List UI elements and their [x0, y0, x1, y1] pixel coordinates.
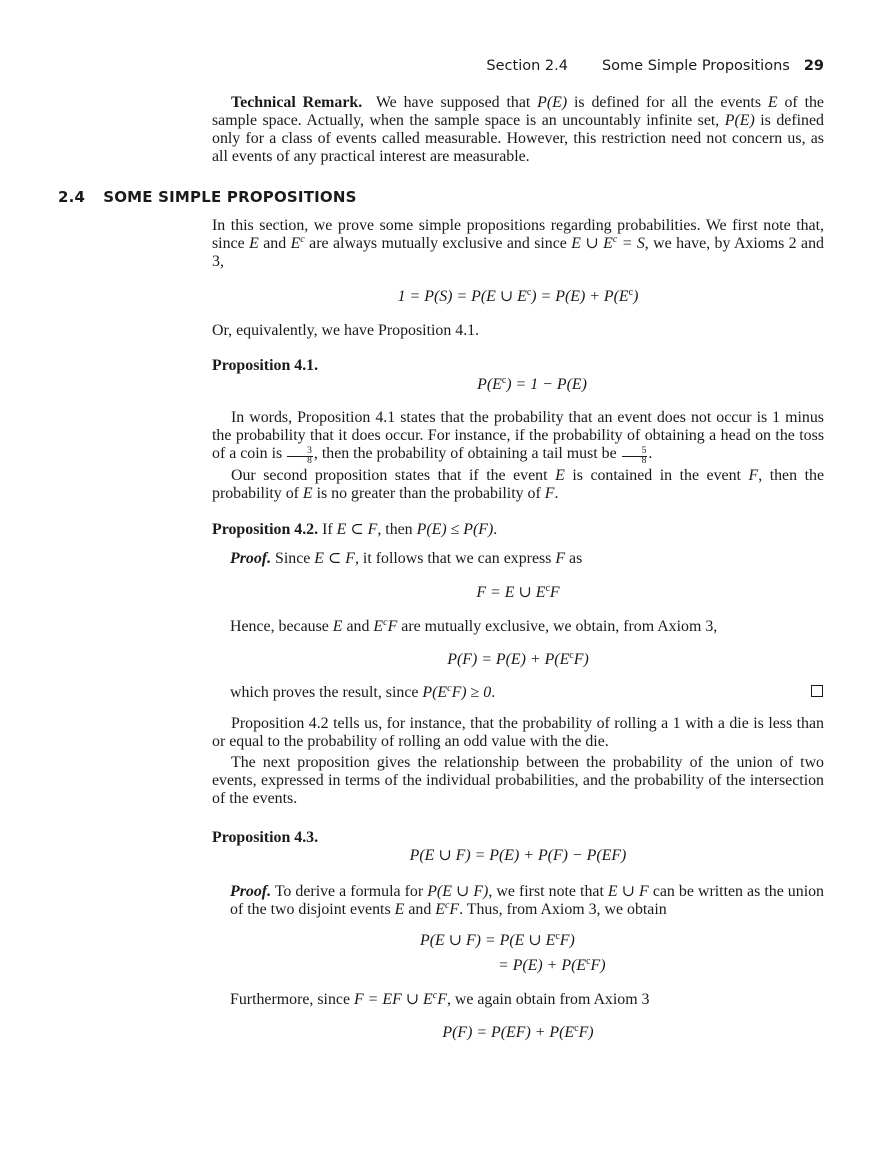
- fraction-1-numerator: 3: [287, 447, 313, 457]
- page-number: 29: [803, 58, 824, 74]
- section-heading: [58, 188, 357, 206]
- intro-text-4: , we have, by Axioms 2 and 3,: [212, 235, 824, 270]
- further-math-b: F: [437, 991, 447, 1008]
- prop41-label-text: Proposition 4.1.: [212, 357, 319, 374]
- die-paragraph: Proposition 4.2 tells us, for instance, that the probability of rolling a 1 with a die is less than or equal to the probability of rolling an odd value with the die.: [212, 715, 824, 750]
- intro-math-ec-base: E: [290, 235, 301, 252]
- prop42-text-3: .: [493, 521, 498, 538]
- proof43-ecf-f: F: [449, 901, 460, 918]
- eq3-part-a: P(F) = P(E) + P(E: [447, 651, 570, 668]
- hence-text-3: are mutually exclusive, we obtain, from Axiom 3,: [397, 618, 718, 635]
- tr-math-pe-2: P(E): [724, 112, 755, 129]
- header-title: Some Simple Propositions: [601, 58, 790, 74]
- fraction-1-denominator: 8: [307, 456, 312, 466]
- proof42-math-cond: E ⊂ F: [314, 550, 355, 567]
- second-text-4: is no greater than the probability of: [312, 485, 545, 502]
- section-title: SOME SIMPLE PROPOSITIONS: [103, 188, 357, 206]
- proof43-text-2: , we first note that: [488, 883, 608, 900]
- eq5-part-b: F): [578, 1024, 594, 1041]
- words-text-1: In words, Proposition 4.1 states that the probability that an event does not occur is 1 minus the probability that it does occur. For instance, if the probability of obtaining a head on the toss of a coin is: [212, 409, 824, 462]
- eq2-part-a: F = E ∪ E: [476, 584, 546, 601]
- equivalently-text: Or, equivalently, we have Proposition 4.1.: [212, 322, 480, 339]
- eq4-line1-sup: c: [555, 931, 560, 942]
- prop42-math-result: P(E) ≤ P(F): [416, 521, 494, 538]
- second-proposition-paragraph: [212, 467, 824, 503]
- result-math: [422, 684, 491, 701]
- second-text-1: Our second proposition states that if the event: [231, 467, 556, 484]
- next-proposition-paragraph: The next proposition gives the relationship between the probability of the union of two events, expressed in terms of the individual probabilities, and the probability of the intersection of the events.: [212, 754, 824, 807]
- proof43-math-1: P(E ∪ F): [427, 883, 489, 900]
- proof43-text-1: To derive a formula for: [271, 883, 428, 900]
- equation-1: [212, 288, 824, 306]
- second-math-e-2: E: [302, 485, 313, 502]
- proof43-math-ecf: [435, 901, 459, 918]
- eq1-sup-2: c: [628, 287, 634, 298]
- eq1-sup-1: c: [526, 287, 532, 298]
- fraction-three-eighths: [287, 447, 313, 466]
- words-text-2: , then the probability of obtaining a tail must be: [313, 445, 621, 462]
- tr-math-pe: P(E): [537, 94, 568, 111]
- intro-math-e: E: [249, 235, 259, 252]
- proof43-label: Proof.: [230, 883, 272, 900]
- equation-4-line-2: [498, 957, 606, 975]
- result-text-1: which proves the result, since: [230, 684, 423, 701]
- intro-math-eq-s: = S: [617, 235, 645, 252]
- result-math-sup: c: [447, 683, 452, 694]
- intro-text-3: are always mutually exclusive and since: [304, 235, 572, 252]
- eq2-sup: c: [545, 583, 550, 594]
- equation-4-line-1: [420, 932, 575, 950]
- proof43-math-e: E: [394, 901, 405, 918]
- intro-math-ec-sup: c: [300, 234, 305, 245]
- prop41-eq-a: P(E: [477, 376, 502, 393]
- technical-remark-label: Technical Remark.: [231, 94, 363, 111]
- eq1-part-c: ): [633, 288, 639, 305]
- eq4-line2-sup: c: [586, 956, 591, 967]
- proof42-label: Proof.: [230, 550, 272, 567]
- prop42-math-cond: E ⊂ F: [336, 521, 378, 538]
- hence-ecf-base: E: [373, 618, 384, 635]
- proposition-4-3-label: [212, 829, 824, 847]
- proof42-math-f: F: [555, 550, 566, 567]
- prop41-eq-sup: c: [501, 375, 507, 386]
- fraction-2-numerator: 5: [622, 447, 648, 457]
- eq3-part-b: F): [573, 651, 589, 668]
- header-section: Section 2.4: [486, 58, 568, 74]
- second-math-f: F: [748, 467, 759, 484]
- tr-text-4: is defined only for a class of events called measurable. However, this restriction need not concern us, as all events of any practical interest are measurable.: [212, 112, 824, 165]
- eq4-line2-a: = P(E) + P(E: [498, 957, 587, 974]
- furthermore-line: [230, 991, 824, 1009]
- intro-math-union-base: E ∪ E: [571, 235, 613, 252]
- proof43-ecf-sup: c: [444, 900, 450, 911]
- proposition-4-1-equation: [226, 376, 838, 394]
- intro-paragraph: [212, 217, 824, 271]
- prop42-label: Proposition 4.2.: [212, 521, 319, 538]
- proof-4-3-paragraph: [230, 883, 824, 919]
- proposition-4-1-label: [212, 357, 824, 375]
- eq1-part-a: 1 = P(S) = P(E ∪ E: [397, 288, 527, 305]
- words-paragraph: [212, 409, 824, 466]
- further-math-sup: c: [432, 990, 438, 1001]
- hence-math-e: E: [332, 618, 343, 635]
- tr-text-1: We have supposed that: [375, 94, 538, 111]
- eq4-line1-b: F): [559, 932, 575, 949]
- proof-4-2-intro: [230, 550, 824, 568]
- second-text-3: , then the probability of: [212, 467, 824, 502]
- intro-text-2: and: [258, 235, 291, 252]
- hence-paragraph: [230, 618, 824, 636]
- proof42-text-1: Since: [271, 550, 315, 567]
- prop42-text-2: , then: [377, 521, 417, 538]
- eq3-sup: c: [569, 650, 574, 661]
- prop43-label-text: Proposition 4.3.: [212, 829, 319, 846]
- proof43-text-3: can be written as the union of the two disjoint events: [230, 883, 824, 918]
- further-math: [354, 991, 447, 1008]
- hence-math-ecf: [373, 618, 397, 635]
- proposition-4-3-equation: [212, 847, 824, 865]
- second-text-2: is contained in the event: [564, 467, 749, 484]
- further-text-1: Furthermore, since: [230, 991, 354, 1008]
- eq4-line1-a: P(E ∪ F) = P(E ∪ E: [420, 932, 556, 949]
- section-number: 2.4: [58, 188, 86, 206]
- second-math-e: E: [555, 467, 565, 484]
- proof43-text-5: . Thus, from Axiom 3, we obtain: [459, 901, 667, 918]
- equation-3: [212, 651, 824, 669]
- eq2-part-b: F: [549, 584, 560, 601]
- qed-box-icon: [811, 685, 823, 697]
- prop41-eq-b: ) = 1 − P(E): [506, 376, 587, 393]
- further-text-2: , we again obtain from Axiom 3: [446, 991, 650, 1008]
- result-math-a: P(E: [422, 684, 448, 701]
- proof43-ecf-base: E: [435, 901, 445, 918]
- second-math-f-2: F: [544, 485, 555, 502]
- running-header: [0, 58, 824, 74]
- intro-math-ec: [291, 235, 305, 252]
- words-text-3: .: [648, 445, 653, 462]
- hence-ecf-f: F: [387, 618, 398, 635]
- proof43-text-4: and: [404, 901, 436, 918]
- hence-text-1: Hence, because: [230, 618, 333, 635]
- proof42-text-3: as: [565, 550, 583, 567]
- eq4-line2-b: F): [590, 957, 606, 974]
- proof43-math-2: E ∪ F: [607, 883, 649, 900]
- fraction-2-denominator: 8: [641, 456, 647, 466]
- eq5-sup: c: [574, 1023, 579, 1034]
- eq5-part-a: P(F) = P(EF) + P(E: [442, 1024, 575, 1041]
- intro-math-union-sup: c: [612, 234, 618, 245]
- intro-text-1: In this section, we prove some simple propositions regarding probabilities. We first note that, since: [212, 217, 824, 252]
- further-math-a: F = EF ∪ E: [354, 991, 433, 1008]
- prop42-text-1: If: [318, 521, 337, 538]
- equation-2: [212, 584, 824, 602]
- second-text-5: .: [554, 485, 559, 502]
- result-math-b: F) ≥ 0: [451, 684, 492, 701]
- intro-math-union: [571, 235, 645, 252]
- proof42-text-2: , it follows that we can express: [354, 550, 556, 567]
- eq1-part-b: ) = P(E) + P(E: [531, 288, 629, 305]
- fraction-five-eighths: [622, 447, 648, 466]
- technical-remark-paragraph: [212, 94, 824, 166]
- proposition-4-2: [212, 521, 824, 539]
- tr-text-2: is defined for all the events: [567, 94, 768, 111]
- hence-text-2: and: [342, 618, 374, 635]
- tr-math-e: E: [767, 94, 778, 111]
- hence-ecf-sup: c: [383, 617, 388, 628]
- tr-text-3: of the sample space. Actually, when the sample space is an uncountably infinite set,: [212, 94, 824, 129]
- equation-5: [212, 1024, 824, 1042]
- result-text-2: .: [491, 684, 496, 701]
- prop43-eq: P(E ∪ F) = P(E) + P(F) − P(EF): [409, 847, 627, 864]
- result-line: [230, 684, 824, 702]
